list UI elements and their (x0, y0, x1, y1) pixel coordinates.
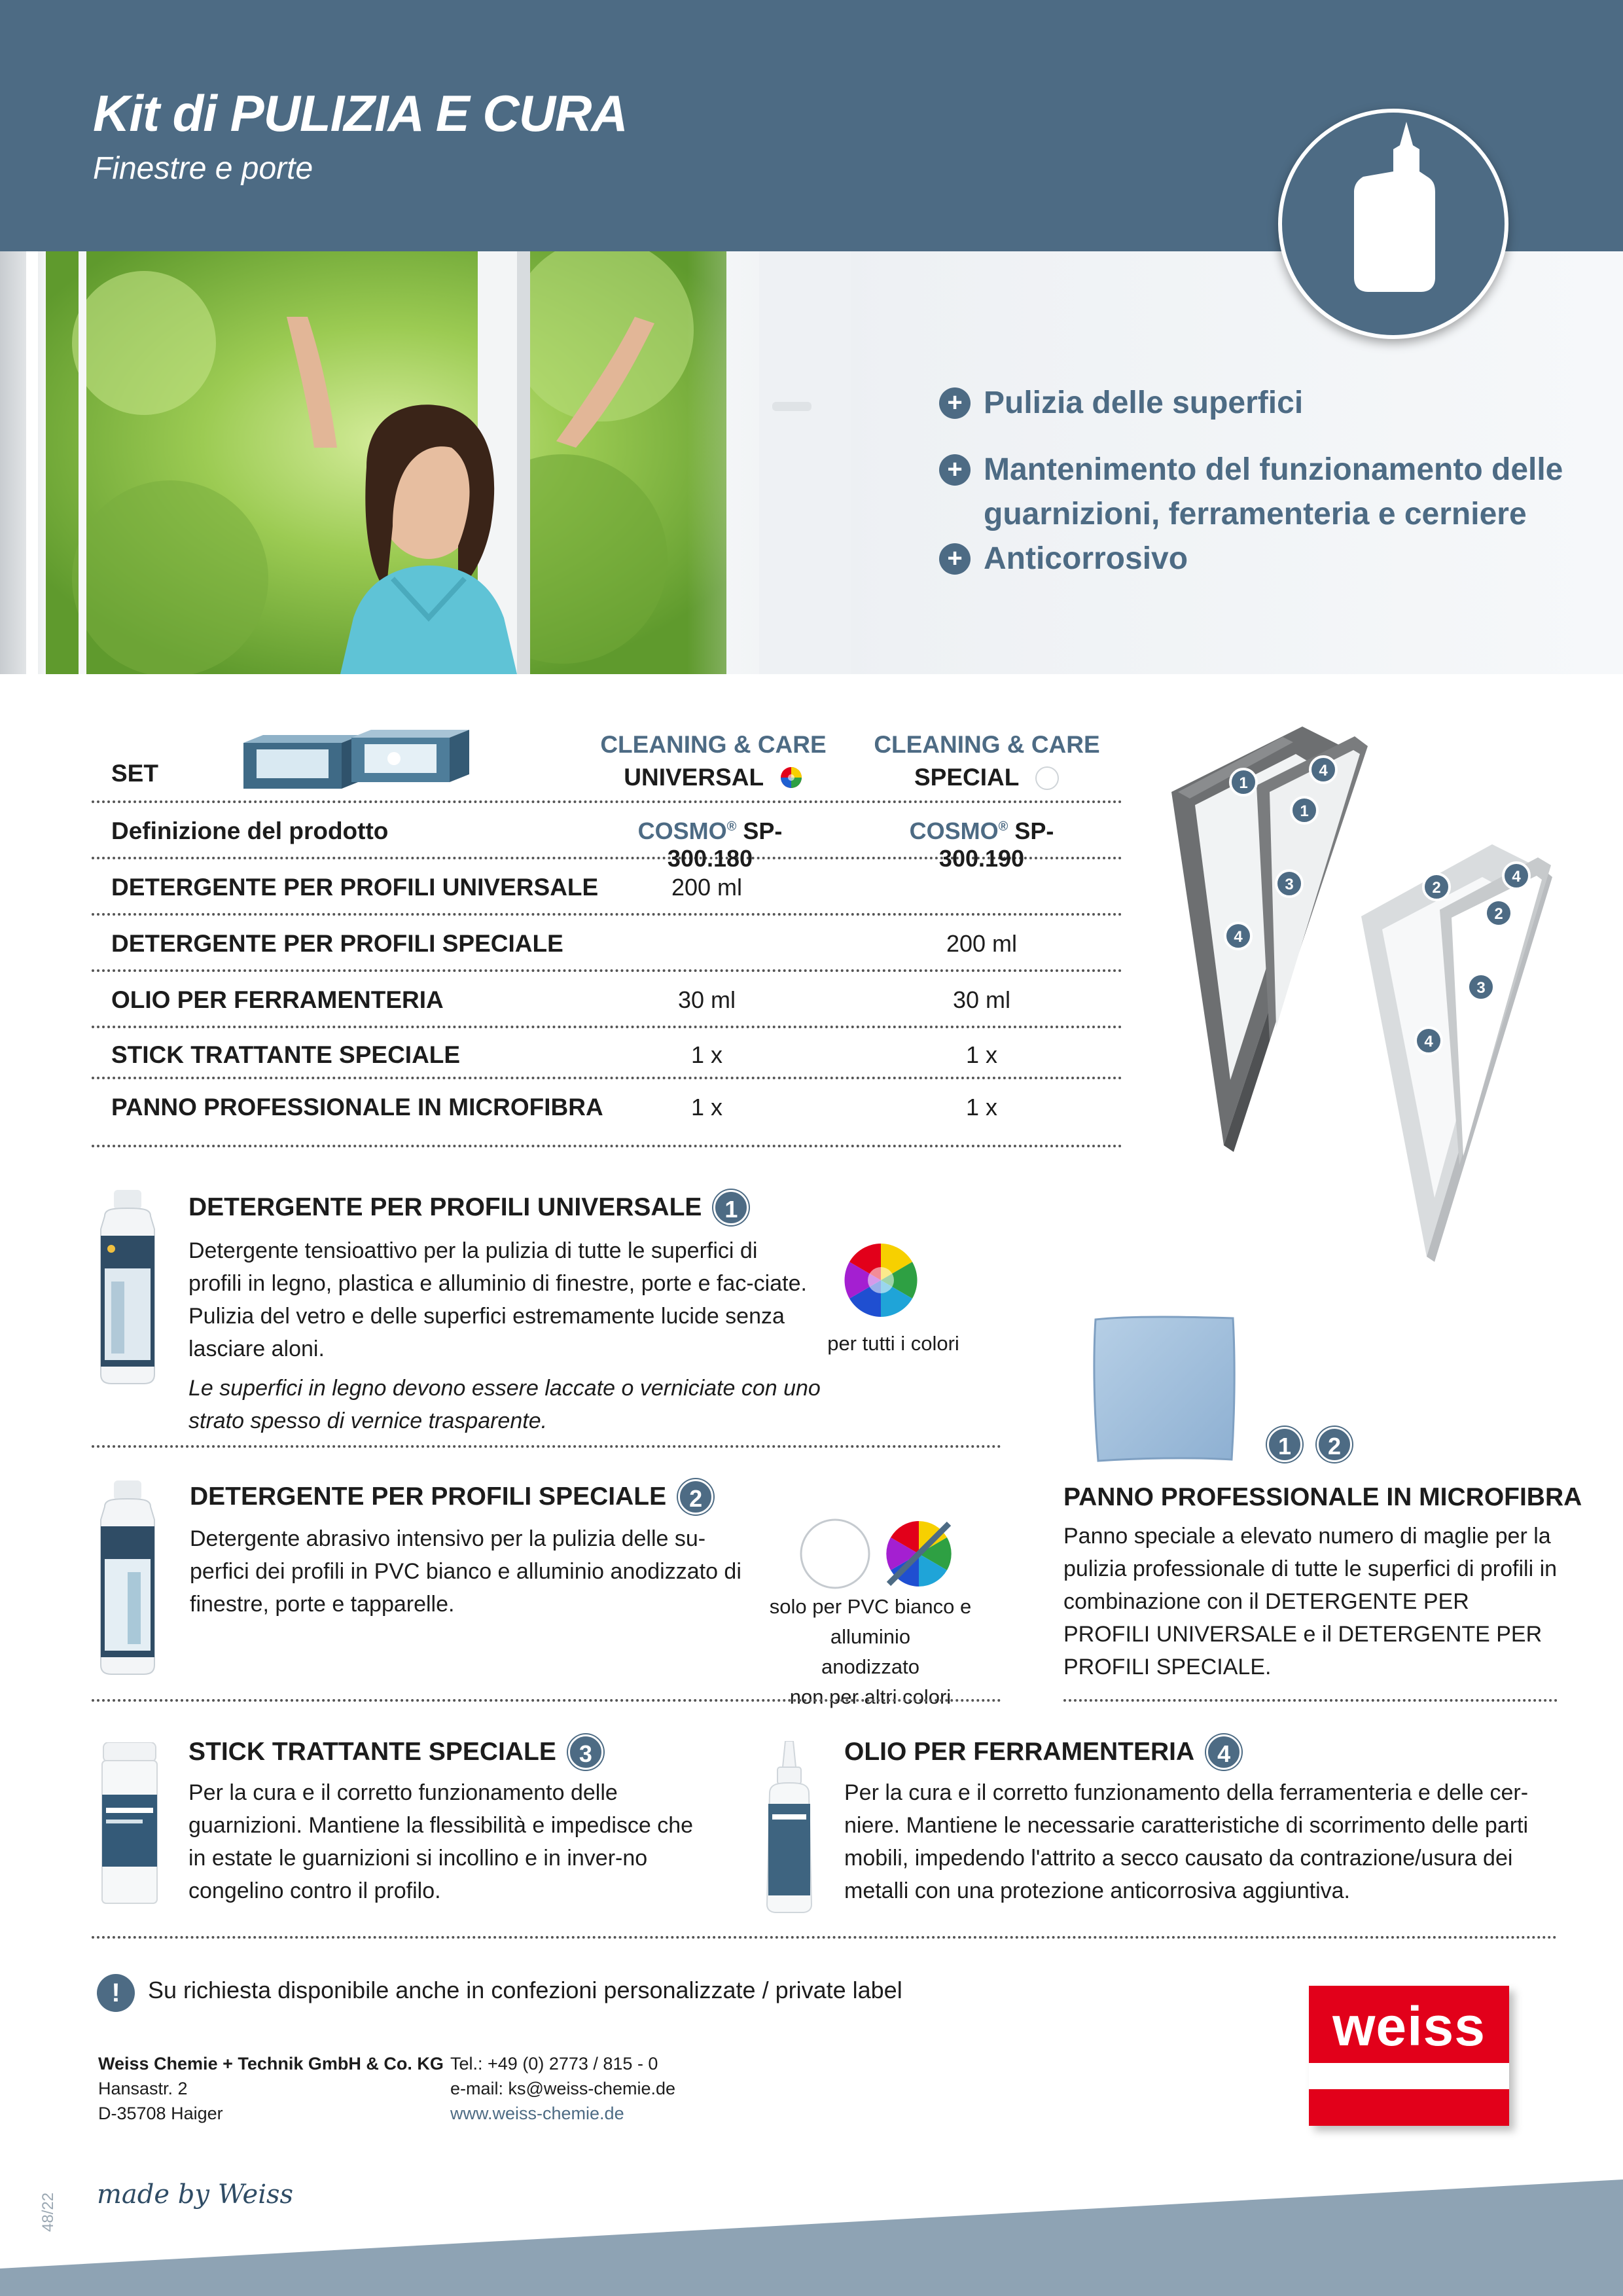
oil-bottle-image (758, 1741, 821, 1914)
special-section-title: DETERGENTE PER PROFILI SPECIALE 2 (190, 1479, 713, 1515)
marker-label: 4 (1512, 868, 1521, 886)
oil-description: Per la cura e il corretto funzionamento della ferramenteria e delle cer-niere. Mantiene le necessarie caratteristiche di scorrimento delle parti mobili, impedendo l'attrito a secco causato da contrazione/usura dei metalli con una protezione anticorrosiva aggiuntiva. (844, 1780, 1529, 1903)
number-badge-1: 1 (713, 1190, 749, 1225)
universal-cleaner-bottle (92, 1190, 164, 1386)
marker-label: 1 (1239, 774, 1248, 792)
marker-label: 4 (1424, 1033, 1433, 1050)
marker-label: 3 (1476, 979, 1486, 997)
company-contacts (450, 2051, 675, 2126)
table-row: DETERGENTE PER PROFILI SPECIALE 200 ml (92, 916, 1122, 972)
no-other-colors-icon (882, 1517, 955, 1590)
table-row: STICK TRATTANTE SPECIALE 1 x 1 x (92, 1028, 1122, 1079)
universal-note: Le superfici in legno devono essere laccate o verniciate con uno strato spesso di vernice trasparente. (188, 1376, 821, 1433)
dark-window-frame (1171, 726, 1368, 1152)
section-divider (1063, 1699, 1558, 1702)
stick-description: Per la cura e il corretto funzionamento delle guarnizioni. Mantiene la flessibilità e impedisce che in estate le guarnizioni si incollino e in inver-no congelino contro il profilo. (188, 1780, 694, 1903)
email-address[interactable]: e-mail: ks@weiss-chemie.de (450, 2079, 675, 2098)
number-badge-2: 2 (1317, 1427, 1352, 1462)
microfiber-cloth-image (1092, 1314, 1238, 1462)
number-badge-4: 4 (1206, 1734, 1241, 1770)
white-only-icon (798, 1517, 872, 1590)
hero-bullet-text: Anticorrosivo (984, 541, 1188, 576)
exclamation-icon: ! (97, 1974, 135, 2012)
light-window-frame (1361, 844, 1552, 1262)
hero-bullet-text: Pulizia delle superfici (984, 386, 1304, 420)
plus-icon: + (939, 543, 971, 575)
special-cleaner-bottle (92, 1480, 164, 1677)
col-universal-header: CLEANING & CARE UNIVERSAL (600, 731, 827, 791)
section-divider (92, 1936, 1558, 1939)
stick-section-title: STICK TRATTANTE SPECIALE 3 (188, 1734, 603, 1770)
phone-number: Tel.: +49 (0) 2773 / 815 - 0 (450, 2054, 658, 2073)
product-code-special: COSMO® SP-300.190 (909, 817, 1054, 872)
private-label-notice: Su richiesta disponibile anche in confezioni personalizzate / private label (148, 1977, 902, 2003)
table-header-row (92, 723, 1122, 803)
color-wheel-icon (779, 766, 803, 789)
special-description: Detergente abrasivo intensivo per la pulizia delle su-perfici dei profili in PVC bianco e alluminio anodizzato di finestre, porte e tapparelle. (190, 1526, 741, 1617)
page-subtitle: Finestre e porte (93, 151, 313, 186)
table-row: OLIO PER FERRAMENTERIA 30 ml 30 ml (92, 972, 1122, 1028)
product-code-universal: COSMO® SP-300.180 (637, 817, 783, 872)
section-divider (92, 1445, 1001, 1448)
set-label: SET (111, 760, 158, 787)
page-title: Kit di PULIZIA E CURA (93, 84, 628, 142)
hero-photo (0, 251, 851, 674)
stick-product-image (97, 1742, 162, 1906)
definition-label: Definizione del prodotto (111, 817, 389, 844)
kit-box-image (237, 723, 499, 789)
number-badge-2: 2 (678, 1479, 713, 1515)
special-caption: solo per PVC bianco e alluminio anodizzato non per altri colori (769, 1595, 972, 1708)
hero-bullet-1 (939, 381, 1612, 425)
bottle-icon (1278, 109, 1508, 339)
number-badge-3: 3 (568, 1734, 603, 1770)
plus-icon: + (939, 387, 971, 419)
col-special-header: CLEANING & CARE SPECIAL (874, 731, 1100, 791)
document-code: 48/22 (39, 2192, 57, 2232)
section-divider (92, 1699, 1001, 1702)
cloth-section-title: PANNO PROFESSIONALE IN MICROFIBRA (1063, 1483, 1582, 1511)
hero-bullet-2 (939, 448, 1612, 537)
footer-band (0, 2179, 1623, 2296)
universal-section-title: DETERGENTE PER PROFILI UNIVERSALE 1 (188, 1190, 749, 1225)
logo-text: weiss (1332, 1996, 1486, 2057)
marker-label: 2 (1432, 879, 1441, 897)
table-row: DETERGENTE PER PROFILI UNIVERSALE 200 ml (92, 859, 1122, 916)
weiss-logo (1309, 1986, 1509, 2126)
marker-label: 1 (1300, 802, 1309, 820)
plus-icon: + (939, 454, 971, 486)
number-badge-1: 1 (1267, 1427, 1302, 1462)
marker-label: 4 (1234, 928, 1243, 946)
universal-description: Detergente tensioattivo per la pulizia di tutte le superfici di profili in legno, plastica e alluminio di finestre, porte e fac-ciate. Pulizia del vetro e delle superfici estremamente lucide senza lasciare aloni. (188, 1238, 807, 1361)
marker-label: 3 (1285, 876, 1294, 893)
table-row: PANNO PROFESSIONALE IN MICROFIBRA 1 x 1 x (92, 1079, 1122, 1147)
hero-bullet-3 (939, 537, 1612, 581)
marker-label: 4 (1319, 762, 1328, 780)
marker-label: 2 (1494, 905, 1503, 923)
company-address: Weiss Chemie + Technik GmbH & Co. KG Hansastr. 2 D-35708 Haiger (98, 2054, 444, 2123)
made-by-weiss-signature: made by Weiss (97, 2179, 294, 2210)
all-colors-caption: per tutti i colori (827, 1332, 959, 1355)
website-link[interactable]: www.weiss-chemie.de (450, 2104, 624, 2123)
table-row (92, 803, 1122, 872)
hero-bullet-text: Mantenimento del funzionamento delle guarnizioni, ferramenteria e cerniere (984, 452, 1563, 531)
cloth-description: Panno speciale a elevato numero di maglie per la pulizia professionale di tutte le superfici di profili in combinazione con il DETERGENTE PER PROFILI UNIVERSALE e il DETERGENTE PER PROFILI SPECIALE. (1063, 1524, 1558, 1679)
all-colors-icon (843, 1242, 919, 1318)
oil-section-title: OLIO PER FERRAMENTERIA 4 (844, 1734, 1241, 1770)
white-circle-icon (1035, 766, 1060, 791)
windows-diagram (1152, 713, 1571, 1263)
product-badge (1278, 109, 1508, 339)
